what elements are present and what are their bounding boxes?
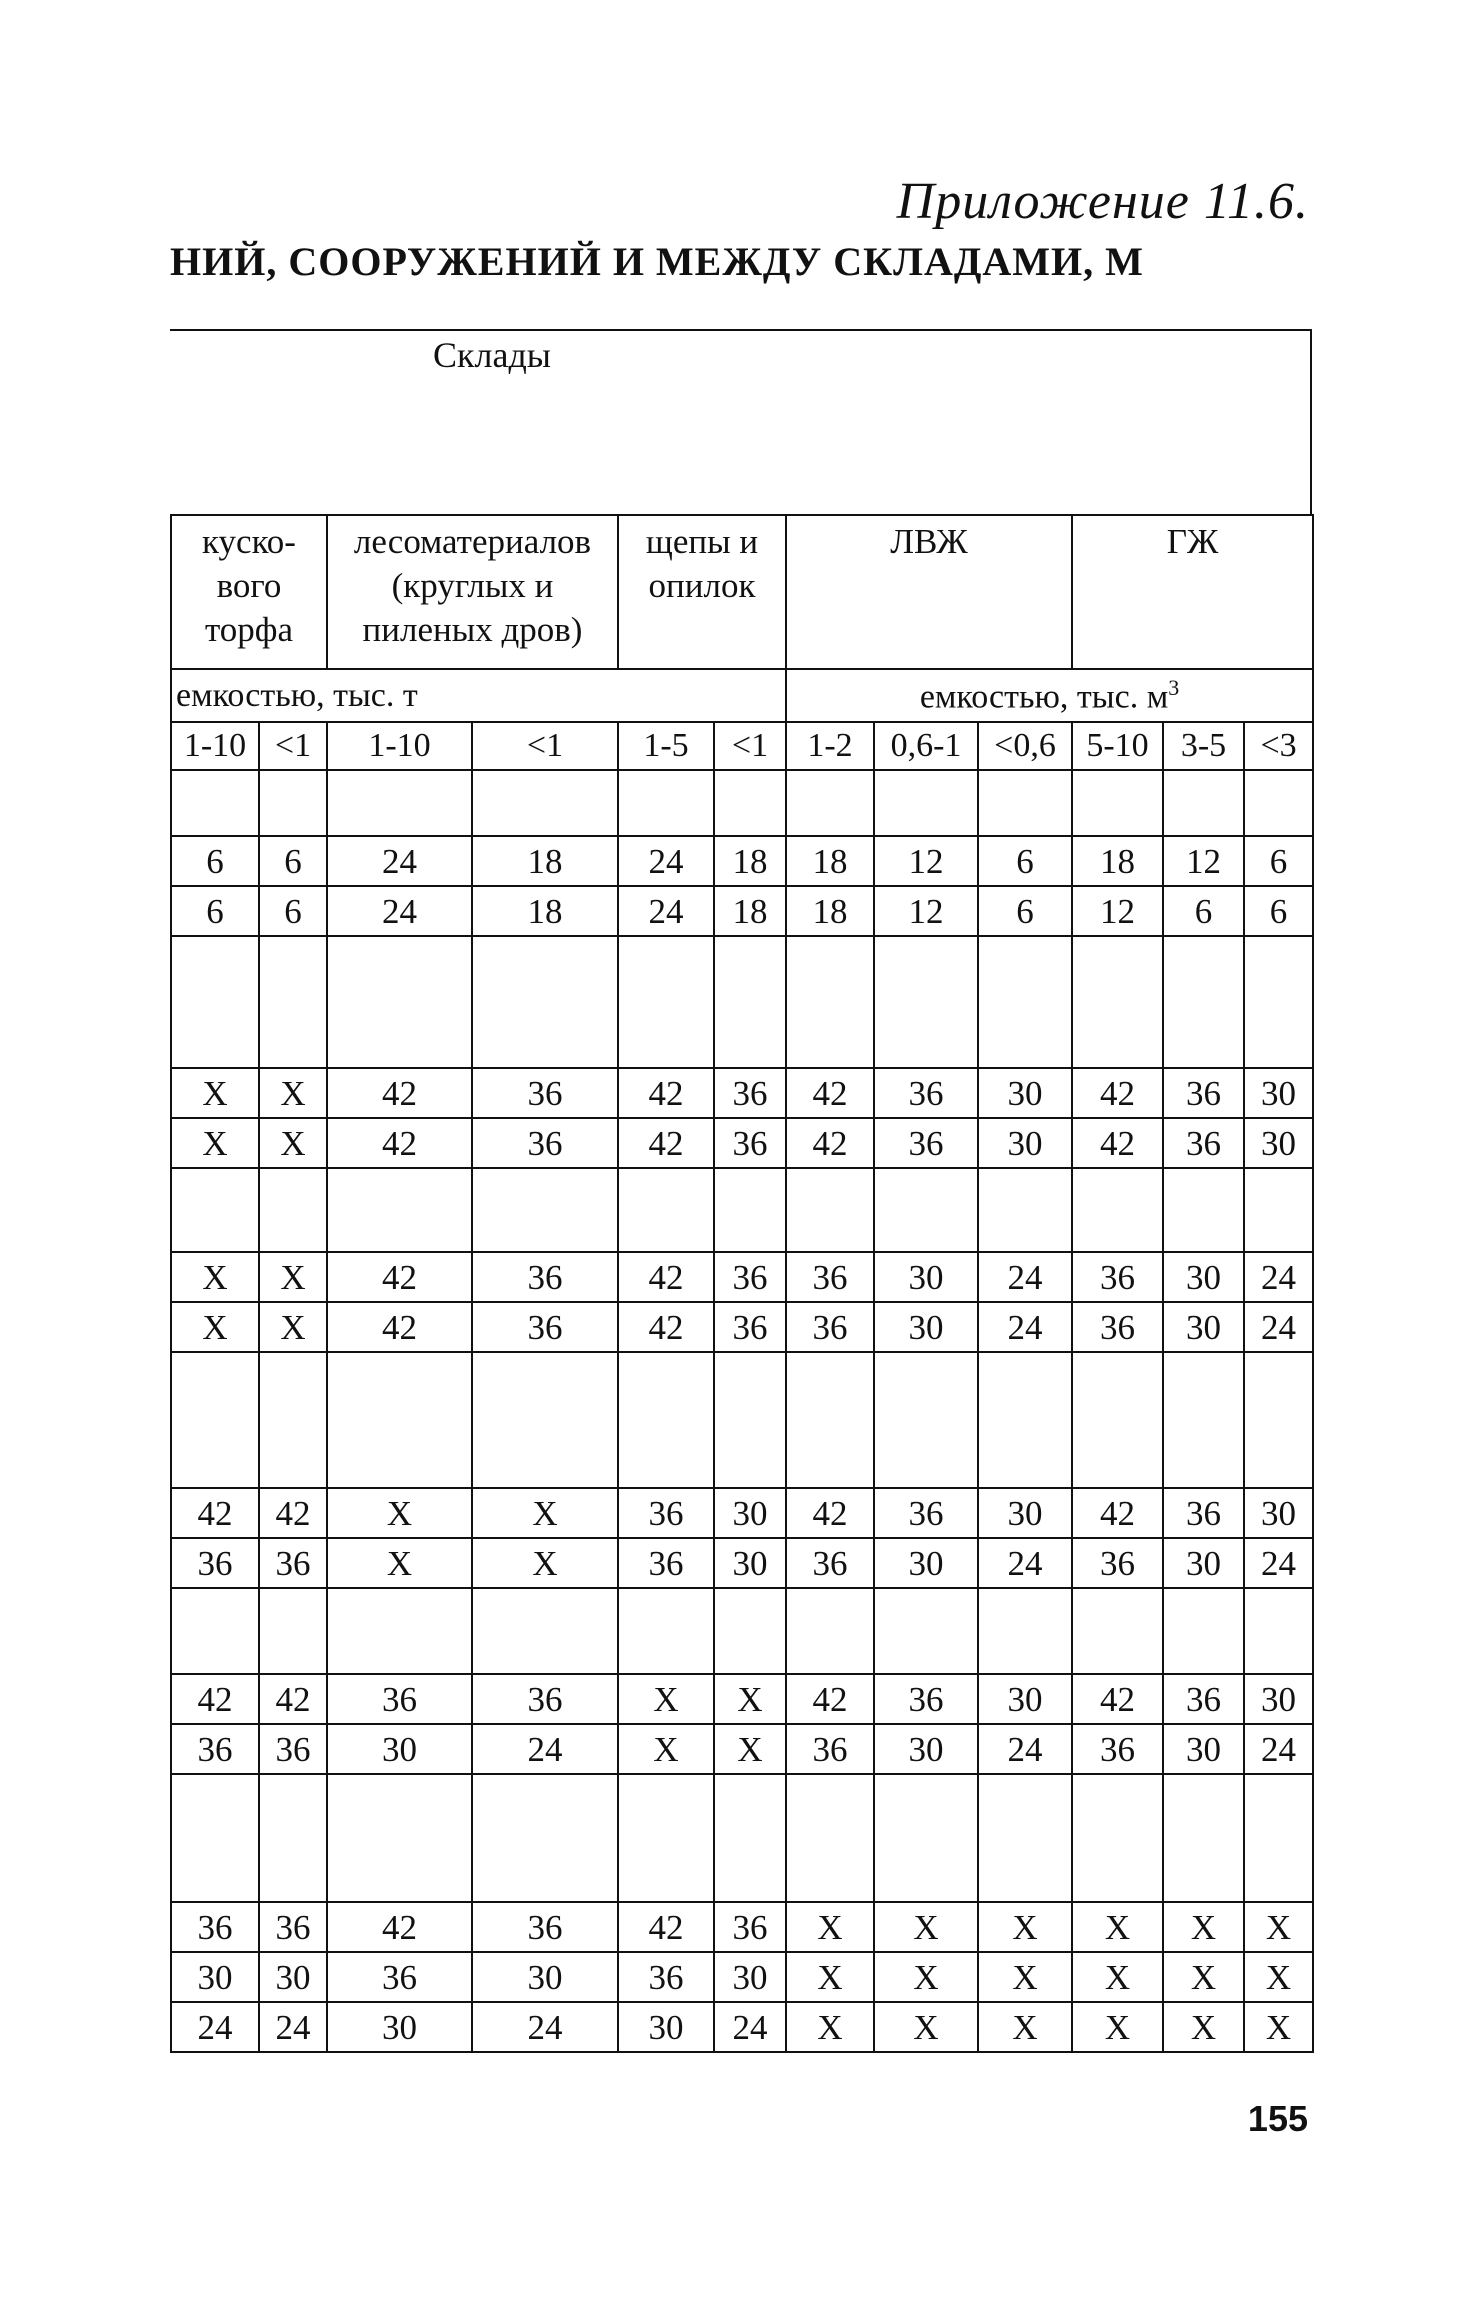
empty-cell <box>786 770 874 836</box>
table-cell: 12 <box>1163 836 1244 886</box>
table-cell: X <box>1163 1902 1244 1952</box>
empty-cell <box>327 1774 472 1902</box>
table-cell: 42 <box>1072 1118 1163 1168</box>
table-cell: 36 <box>618 1488 714 1538</box>
range-cell: <1 <box>472 722 618 770</box>
empty-cell <box>1244 1588 1313 1674</box>
empty-cell <box>1072 1168 1163 1252</box>
range-cell: 1-10 <box>327 722 472 770</box>
table-row <box>171 1902 1313 1952</box>
table-cell: 36 <box>259 1902 327 1952</box>
empty-cell <box>786 936 874 1068</box>
table-cell: X <box>786 2002 874 2052</box>
table-cell: X <box>259 1068 327 1118</box>
table-cell: 36 <box>259 1724 327 1774</box>
empty-cell <box>1244 1774 1313 1902</box>
empty-cell <box>327 770 472 836</box>
table-row <box>171 1724 1313 1774</box>
table-cell: 24 <box>618 886 714 936</box>
range-cell: 5-10 <box>1072 722 1163 770</box>
table-cell: 30 <box>1244 1488 1313 1538</box>
table-cell: 36 <box>1072 1302 1163 1352</box>
empty-cell <box>978 1168 1072 1252</box>
table-cell: 42 <box>171 1488 259 1538</box>
table-cell: 30 <box>1163 1538 1244 1588</box>
empty-cell <box>259 1774 327 1902</box>
header-row <box>171 515 1313 669</box>
table-cell: X <box>714 1724 786 1774</box>
empty-cell <box>874 770 978 836</box>
table-cell: X <box>978 2002 1072 2052</box>
table-cell: X <box>1072 1902 1163 1952</box>
table-cell: 36 <box>327 1952 472 2002</box>
empty-cell <box>259 1588 327 1674</box>
range-cell: 0,6-1 <box>874 722 978 770</box>
table-cell: 24 <box>978 1724 1072 1774</box>
table-row <box>171 886 1313 936</box>
ranges-row <box>171 722 1313 770</box>
table-cell: X <box>1163 2002 1244 2052</box>
table-cell: 30 <box>472 1952 618 2002</box>
table-cell: 24 <box>978 1252 1072 1302</box>
table-row <box>171 1674 1313 1724</box>
empty-cell <box>259 936 327 1068</box>
table-cell: 42 <box>171 1674 259 1724</box>
units-mass: емкостью, тыс. т <box>171 669 786 722</box>
table-cell: 36 <box>618 1952 714 2002</box>
table-cell: 30 <box>327 2002 472 2052</box>
table-cell: 24 <box>259 2002 327 2052</box>
table-cell: X <box>171 1252 259 1302</box>
section-spacer-row <box>171 1774 1313 1902</box>
table-cell: 18 <box>786 836 874 886</box>
table-cell: X <box>874 2002 978 2052</box>
table-cell: 42 <box>1072 1674 1163 1724</box>
table-cell: 6 <box>978 836 1072 886</box>
table-cell: 30 <box>1163 1724 1244 1774</box>
empty-cell <box>327 1168 472 1252</box>
empty-cell <box>714 1352 786 1488</box>
units-row <box>171 669 1313 722</box>
header-gzh: ГЖ <box>1072 515 1313 669</box>
header-shchepa: щепы и опилок <box>618 515 786 669</box>
table-cell: 30 <box>327 1724 472 1774</box>
empty-cell <box>978 1774 1072 1902</box>
empty-cell <box>714 1774 786 1902</box>
empty-cell <box>618 936 714 1068</box>
table-cell: 42 <box>786 1488 874 1538</box>
empty-cell <box>978 770 1072 836</box>
empty-cell <box>171 1588 259 1674</box>
table-cell: 30 <box>1244 1068 1313 1118</box>
table-cell: 42 <box>327 1902 472 1952</box>
empty-cell <box>1072 1774 1163 1902</box>
table-cell: X <box>1244 1952 1313 2002</box>
range-cell: 1-5 <box>618 722 714 770</box>
table-cell: 36 <box>874 1674 978 1724</box>
range-cell: <1 <box>714 722 786 770</box>
table-cell: 36 <box>786 1724 874 1774</box>
table-cell: 36 <box>472 1252 618 1302</box>
table-cell: 36 <box>874 1068 978 1118</box>
empty-cell <box>1072 1352 1163 1488</box>
empty-cell <box>978 1352 1072 1488</box>
empty-cell <box>171 770 259 836</box>
empty-cell <box>171 1168 259 1252</box>
table-cell: 30 <box>978 1488 1072 1538</box>
empty-cell <box>714 1588 786 1674</box>
empty-cell <box>171 1352 259 1488</box>
table-cell: X <box>171 1068 259 1118</box>
table-cell: X <box>472 1538 618 1588</box>
table-cell: 36 <box>786 1538 874 1588</box>
table-cell: 18 <box>1072 836 1163 886</box>
table-cell: X <box>714 1674 786 1724</box>
table-cell: 36 <box>618 1538 714 1588</box>
page-number: 155 <box>1247 2098 1308 2139</box>
header-lvzh: ЛВЖ <box>786 515 1072 669</box>
empty-cell <box>786 1168 874 1252</box>
table-cell: 24 <box>472 1724 618 1774</box>
table-cell: X <box>786 1952 874 2002</box>
empty-cell <box>1072 1588 1163 1674</box>
table-cell: 42 <box>259 1488 327 1538</box>
table-cell: 24 <box>1244 1538 1313 1588</box>
table-cell: 30 <box>714 1488 786 1538</box>
table-cell: 42 <box>618 1118 714 1168</box>
table-cell: 6 <box>1244 886 1313 936</box>
table-cell: 36 <box>1072 1724 1163 1774</box>
appendix-label: Приложение 11.6. <box>896 173 1309 230</box>
empty-cell <box>472 1352 618 1488</box>
table-cell: 42 <box>327 1068 472 1118</box>
empty-cell <box>1244 770 1313 836</box>
table-cell: 36 <box>714 1118 786 1168</box>
table-cell: 36 <box>714 1252 786 1302</box>
table-cell: 42 <box>1072 1488 1163 1538</box>
table-cell: 6 <box>1244 836 1313 886</box>
empty-cell <box>1163 1352 1244 1488</box>
empty-cell <box>472 1168 618 1252</box>
table-cell: 12 <box>874 886 978 936</box>
empty-cell <box>874 1168 978 1252</box>
table-cell: 36 <box>786 1302 874 1352</box>
table-cell: 36 <box>472 1902 618 1952</box>
table-cell: 24 <box>1244 1302 1313 1352</box>
table-row <box>171 1118 1313 1168</box>
range-cell: 1-10 <box>171 722 259 770</box>
empty-cell <box>874 936 978 1068</box>
table-cell: 24 <box>327 836 472 886</box>
table-row <box>171 1538 1313 1588</box>
range-cell: <0,6 <box>978 722 1072 770</box>
empty-cell <box>978 936 1072 1068</box>
empty-cell <box>472 1774 618 1902</box>
table-cell: 42 <box>327 1252 472 1302</box>
empty-cell <box>1244 936 1313 1068</box>
table-cell: 30 <box>978 1118 1072 1168</box>
table-cell: X <box>171 1118 259 1168</box>
empty-cell <box>259 770 327 836</box>
empty-cell <box>327 936 472 1068</box>
table-cell: 30 <box>1163 1252 1244 1302</box>
table-row <box>171 1302 1313 1352</box>
table-cell: 36 <box>874 1488 978 1538</box>
empty-cell <box>259 1168 327 1252</box>
empty-cell <box>327 1352 472 1488</box>
section-spacer-row <box>171 1588 1313 1674</box>
table-cell: 42 <box>327 1118 472 1168</box>
empty-cell <box>472 936 618 1068</box>
table-cell: X <box>874 1952 978 2002</box>
table-cell: 36 <box>171 1902 259 1952</box>
table-top-frame <box>170 329 1312 514</box>
table-row <box>171 1952 1313 2002</box>
table-cell: X <box>978 1952 1072 2002</box>
table-cell: 36 <box>1163 1674 1244 1724</box>
range-cell: <3 <box>1244 722 1313 770</box>
table-cell: 24 <box>171 2002 259 2052</box>
table-cell: 18 <box>786 886 874 936</box>
table-cell: X <box>171 1302 259 1352</box>
empty-cell <box>259 1352 327 1488</box>
table-cell: 12 <box>874 836 978 886</box>
empty-cell <box>786 1352 874 1488</box>
section-spacer-row <box>171 770 1313 836</box>
table-cell: 30 <box>714 1952 786 2002</box>
range-cell: <1 <box>259 722 327 770</box>
empty-cell <box>618 1352 714 1488</box>
section-spacer-row <box>171 1352 1313 1488</box>
empty-cell <box>1163 1588 1244 1674</box>
table-cell: 18 <box>714 836 786 886</box>
empty-cell <box>171 936 259 1068</box>
table-cell: 6 <box>978 886 1072 936</box>
table-cell: 24 <box>978 1538 1072 1588</box>
empty-cell <box>618 1168 714 1252</box>
table-cell: 36 <box>1163 1068 1244 1118</box>
table-cell: 30 <box>259 1952 327 2002</box>
table-caption: Склады <box>433 335 551 375</box>
table-cell: 6 <box>259 836 327 886</box>
table-cell: 42 <box>618 1252 714 1302</box>
table-cell: 42 <box>786 1068 874 1118</box>
empty-cell <box>1163 770 1244 836</box>
table-cell: 18 <box>714 886 786 936</box>
table-row <box>171 2002 1313 2052</box>
table-cell: 36 <box>259 1538 327 1588</box>
table-cell: 42 <box>786 1118 874 1168</box>
table-cell: X <box>1072 1952 1163 2002</box>
empty-cell <box>874 1352 978 1488</box>
table-cell: 30 <box>978 1674 1072 1724</box>
empty-cell <box>786 1774 874 1902</box>
table-cell: X <box>1244 1902 1313 1952</box>
range-cell: 3-5 <box>1163 722 1244 770</box>
table-cell: 30 <box>874 1538 978 1588</box>
table-cell: X <box>1163 1952 1244 2002</box>
table-row <box>171 1488 1313 1538</box>
table-cell: X <box>259 1302 327 1352</box>
table-cell: X <box>618 1724 714 1774</box>
header-les: лесоматериалов (круглых и пиленых дров) <box>327 515 618 669</box>
table-cell: 36 <box>327 1674 472 1724</box>
empty-cell <box>618 1588 714 1674</box>
table-cell: 30 <box>874 1252 978 1302</box>
table-cell: 36 <box>874 1118 978 1168</box>
table-cell: 24 <box>714 2002 786 2052</box>
empty-cell <box>327 1588 472 1674</box>
table-row <box>171 1252 1313 1302</box>
section-spacer-row <box>171 1168 1313 1252</box>
table-cell: 6 <box>171 886 259 936</box>
header-torf: куско- вого торфа <box>171 515 327 669</box>
table-row <box>171 1068 1313 1118</box>
table-cell: 42 <box>618 1302 714 1352</box>
table-cell: 30 <box>618 2002 714 2052</box>
table-cell: 30 <box>1244 1674 1313 1724</box>
table-cell: 18 <box>472 886 618 936</box>
table-cell: 42 <box>786 1674 874 1724</box>
table-cell: 12 <box>1072 886 1163 936</box>
table-cell: 42 <box>618 1902 714 1952</box>
table-cell: 30 <box>1163 1302 1244 1352</box>
table-row <box>171 836 1313 886</box>
table-cell: 30 <box>171 1952 259 2002</box>
empty-cell <box>978 1588 1072 1674</box>
table-cell: 24 <box>1244 1724 1313 1774</box>
units-superscript: 3 <box>1168 674 1180 700</box>
table-cell: 36 <box>472 1068 618 1118</box>
table-cell: 36 <box>714 1302 786 1352</box>
table-cell: 24 <box>327 886 472 936</box>
empty-cell <box>171 1774 259 1902</box>
table-cell: X <box>1244 2002 1313 2052</box>
table-cell: X <box>327 1488 472 1538</box>
table-cell: 42 <box>327 1302 472 1352</box>
table-cell: 36 <box>1163 1118 1244 1168</box>
table-cell: 6 <box>1163 886 1244 936</box>
table-cell: 24 <box>472 2002 618 2052</box>
table-cell: 36 <box>786 1252 874 1302</box>
table-cell: X <box>786 1902 874 1952</box>
table-cell: 36 <box>1072 1252 1163 1302</box>
table-cell: 24 <box>1244 1252 1313 1302</box>
table-cell: 36 <box>472 1302 618 1352</box>
empty-cell <box>714 1168 786 1252</box>
table-cell: X <box>259 1118 327 1168</box>
empty-cell <box>874 1588 978 1674</box>
table-cell: 30 <box>714 1538 786 1588</box>
table-cell: 42 <box>1072 1068 1163 1118</box>
empty-cell <box>1163 1774 1244 1902</box>
table-cell: 36 <box>1072 1538 1163 1588</box>
table-cell: X <box>327 1538 472 1588</box>
empty-cell <box>874 1774 978 1902</box>
table-cell: 42 <box>259 1674 327 1724</box>
table-cell: X <box>874 1902 978 1952</box>
table-cell: 6 <box>171 836 259 886</box>
table-cell: X <box>259 1252 327 1302</box>
empty-cell <box>472 770 618 836</box>
table-cell: 36 <box>472 1674 618 1724</box>
table-cell: 30 <box>978 1068 1072 1118</box>
empty-cell <box>618 1774 714 1902</box>
empty-cell <box>1163 1168 1244 1252</box>
table-cell: 36 <box>1163 1488 1244 1538</box>
units-volume: емкостью, тыс. $м^3$ <box>786 669 1313 722</box>
empty-cell <box>1244 1168 1313 1252</box>
table-cell: 30 <box>874 1302 978 1352</box>
table-cell: 6 <box>259 886 327 936</box>
table-cell: 24 <box>618 836 714 886</box>
section-spacer-row <box>171 936 1313 1068</box>
table-cell: 36 <box>171 1724 259 1774</box>
empty-cell <box>786 1588 874 1674</box>
table-cell: X <box>618 1674 714 1724</box>
table-cell: X <box>1072 2002 1163 2052</box>
table-cell: X <box>978 1902 1072 1952</box>
table-cell: 36 <box>472 1118 618 1168</box>
table-cell: X <box>472 1488 618 1538</box>
table-heading: НИЙ, СООРУЖЕНИЙ И МЕЖДУ СКЛАДАМИ, М <box>170 239 1144 284</box>
empty-cell <box>472 1588 618 1674</box>
table-cell: 30 <box>874 1724 978 1774</box>
table-cell: 42 <box>618 1068 714 1118</box>
empty-cell <box>1163 936 1244 1068</box>
table-cell: 18 <box>472 836 618 886</box>
empty-cell <box>618 770 714 836</box>
table-cell: 24 <box>978 1302 1072 1352</box>
empty-cell <box>714 770 786 836</box>
table-cell: 36 <box>714 1068 786 1118</box>
table-cell: 36 <box>171 1538 259 1588</box>
range-cell: 1-2 <box>786 722 874 770</box>
table-cell: 36 <box>714 1902 786 1952</box>
distance-table <box>170 514 1314 2053</box>
table-cell: 30 <box>1244 1118 1313 1168</box>
empty-cell <box>714 936 786 1068</box>
empty-cell <box>1072 770 1163 836</box>
empty-cell <box>1072 936 1163 1068</box>
empty-cell <box>1244 1352 1313 1488</box>
